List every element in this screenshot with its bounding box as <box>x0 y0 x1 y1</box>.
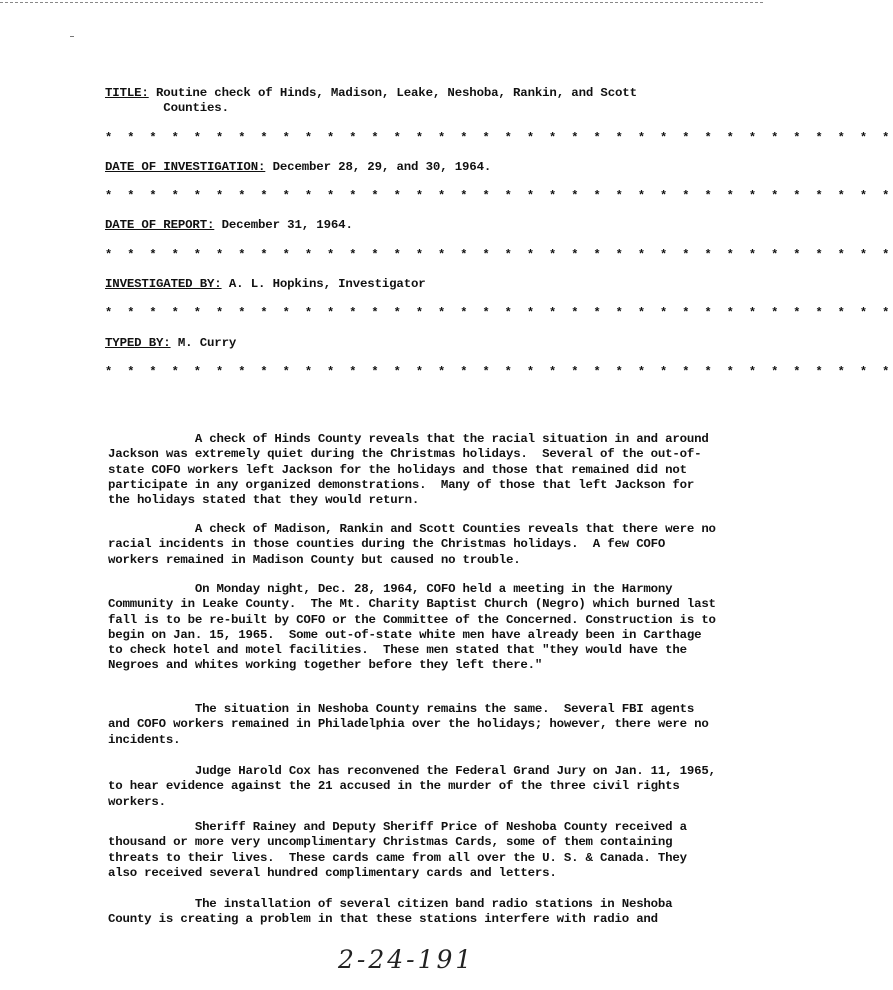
star-divider: * * * * * * * * * * * * * * * * * * * * * * * * * * * * * * * * * * * * <box>105 364 893 379</box>
star-divider: * * * * * * * * * * * * * * * * * * * * * * * * * * * * * * * * * * * * <box>105 189 893 204</box>
star-divider: * * * * * * * * * * * * * * * * * * * * * * * * * * * * * * * * * * * * <box>105 130 893 145</box>
typed-by-field <box>105 336 720 351</box>
investigated-by-field <box>105 277 720 292</box>
title-field <box>105 86 720 117</box>
title-value: Routine check of Hinds, Madison, Leake, Neshoba, Rankin, and Scott Counties. <box>156 86 637 116</box>
date-of-investigation-value: December 28, 29, and 30, 1964. <box>265 159 492 174</box>
body-paragraph: The situation in Neshoba County remains the same. Several FBI agents and COFO workers remained in Philadelphia over the holidays; however, there were no incidents. <box>108 702 716 747</box>
report-header <box>105 86 893 380</box>
top-edge-line <box>0 2 763 3</box>
typed-by-label: TYPED BY: <box>105 335 171 350</box>
body-paragraph: Judge Harold Cox has reconvened the Federal Grand Jury on Jan. 11, 1965, to hear evidence against the 21 accused in the murder of the three civil rights workers. <box>108 764 724 809</box>
body-paragraph: Sheriff Rainey and Deputy Sheriff Price of Neshoba County received a thousand or more very uncomplimentary Christmas Cards, some of them containing threats to their lives. These cards came from all over the U. S. & Canada. They also received several hundred complimentary cards and letters. <box>108 820 695 880</box>
date-of-investigation-field <box>105 160 720 175</box>
title-label: TITLE: <box>105 86 149 100</box>
body-paragraph: A check of Madison, Rankin and Scott Counties reveals that there were no racial incidents in those counties during the Christmas holidays. A few COFO workers remained in Madison County but caused no trouble. <box>108 522 724 567</box>
date-of-report-field <box>105 218 720 233</box>
handwritten-page-number: 2-24-191 <box>338 945 475 974</box>
typed-by-value: M. Curry <box>170 335 237 350</box>
body-paragraph: On Monday night, Dec. 28, 1964, COFO held a meeting in the Harmony Community in Leake County. The Mt. Charity Baptist Church (Negro) which burned last fall is to be re-built by COFO or the Committee of the Concerned. Construction is to begin on Jan. 15, 1965. Some out-of-state white men have already been in Carthage to check hotel and motel facilities. These men stated that "they would have the Negroes and whites working together before they left there." <box>108 582 724 673</box>
star-divider: * * * * * * * * * * * * * * * * * * * * * * * * * * * * * * * * * * * * <box>105 306 893 321</box>
star-divider: * * * * * * * * * * * * * * * * * * * * * * * * * * * * * * * * * * * * <box>105 247 893 262</box>
investigated-by-label: INVESTIGATED BY: <box>105 277 222 292</box>
investigated-by-value: A. L. Hopkins, Investigator <box>221 277 426 292</box>
body-paragraph: The installation of several citizen band radio stations in Neshoba County is creating a problem in that these stations interfere with radio and <box>108 897 680 927</box>
body-paragraph: A check of Hinds County reveals that the racial situation in and around Jackson was extremely quiet during the Christmas holidays. Several of the out-of-state COFO workers left Jackson for the holidays and those that remained did not participate in any organized demonstrations. Many of those that left Jackson for the holidays stated that they would return. <box>108 432 716 508</box>
date-of-report-value: December 31, 1964. <box>214 218 353 233</box>
date-of-investigation-label: DATE OF INVESTIGATION: <box>105 159 266 174</box>
margin-mark <box>70 36 74 37</box>
date-of-report-label: DATE OF REPORT: <box>105 218 215 233</box>
